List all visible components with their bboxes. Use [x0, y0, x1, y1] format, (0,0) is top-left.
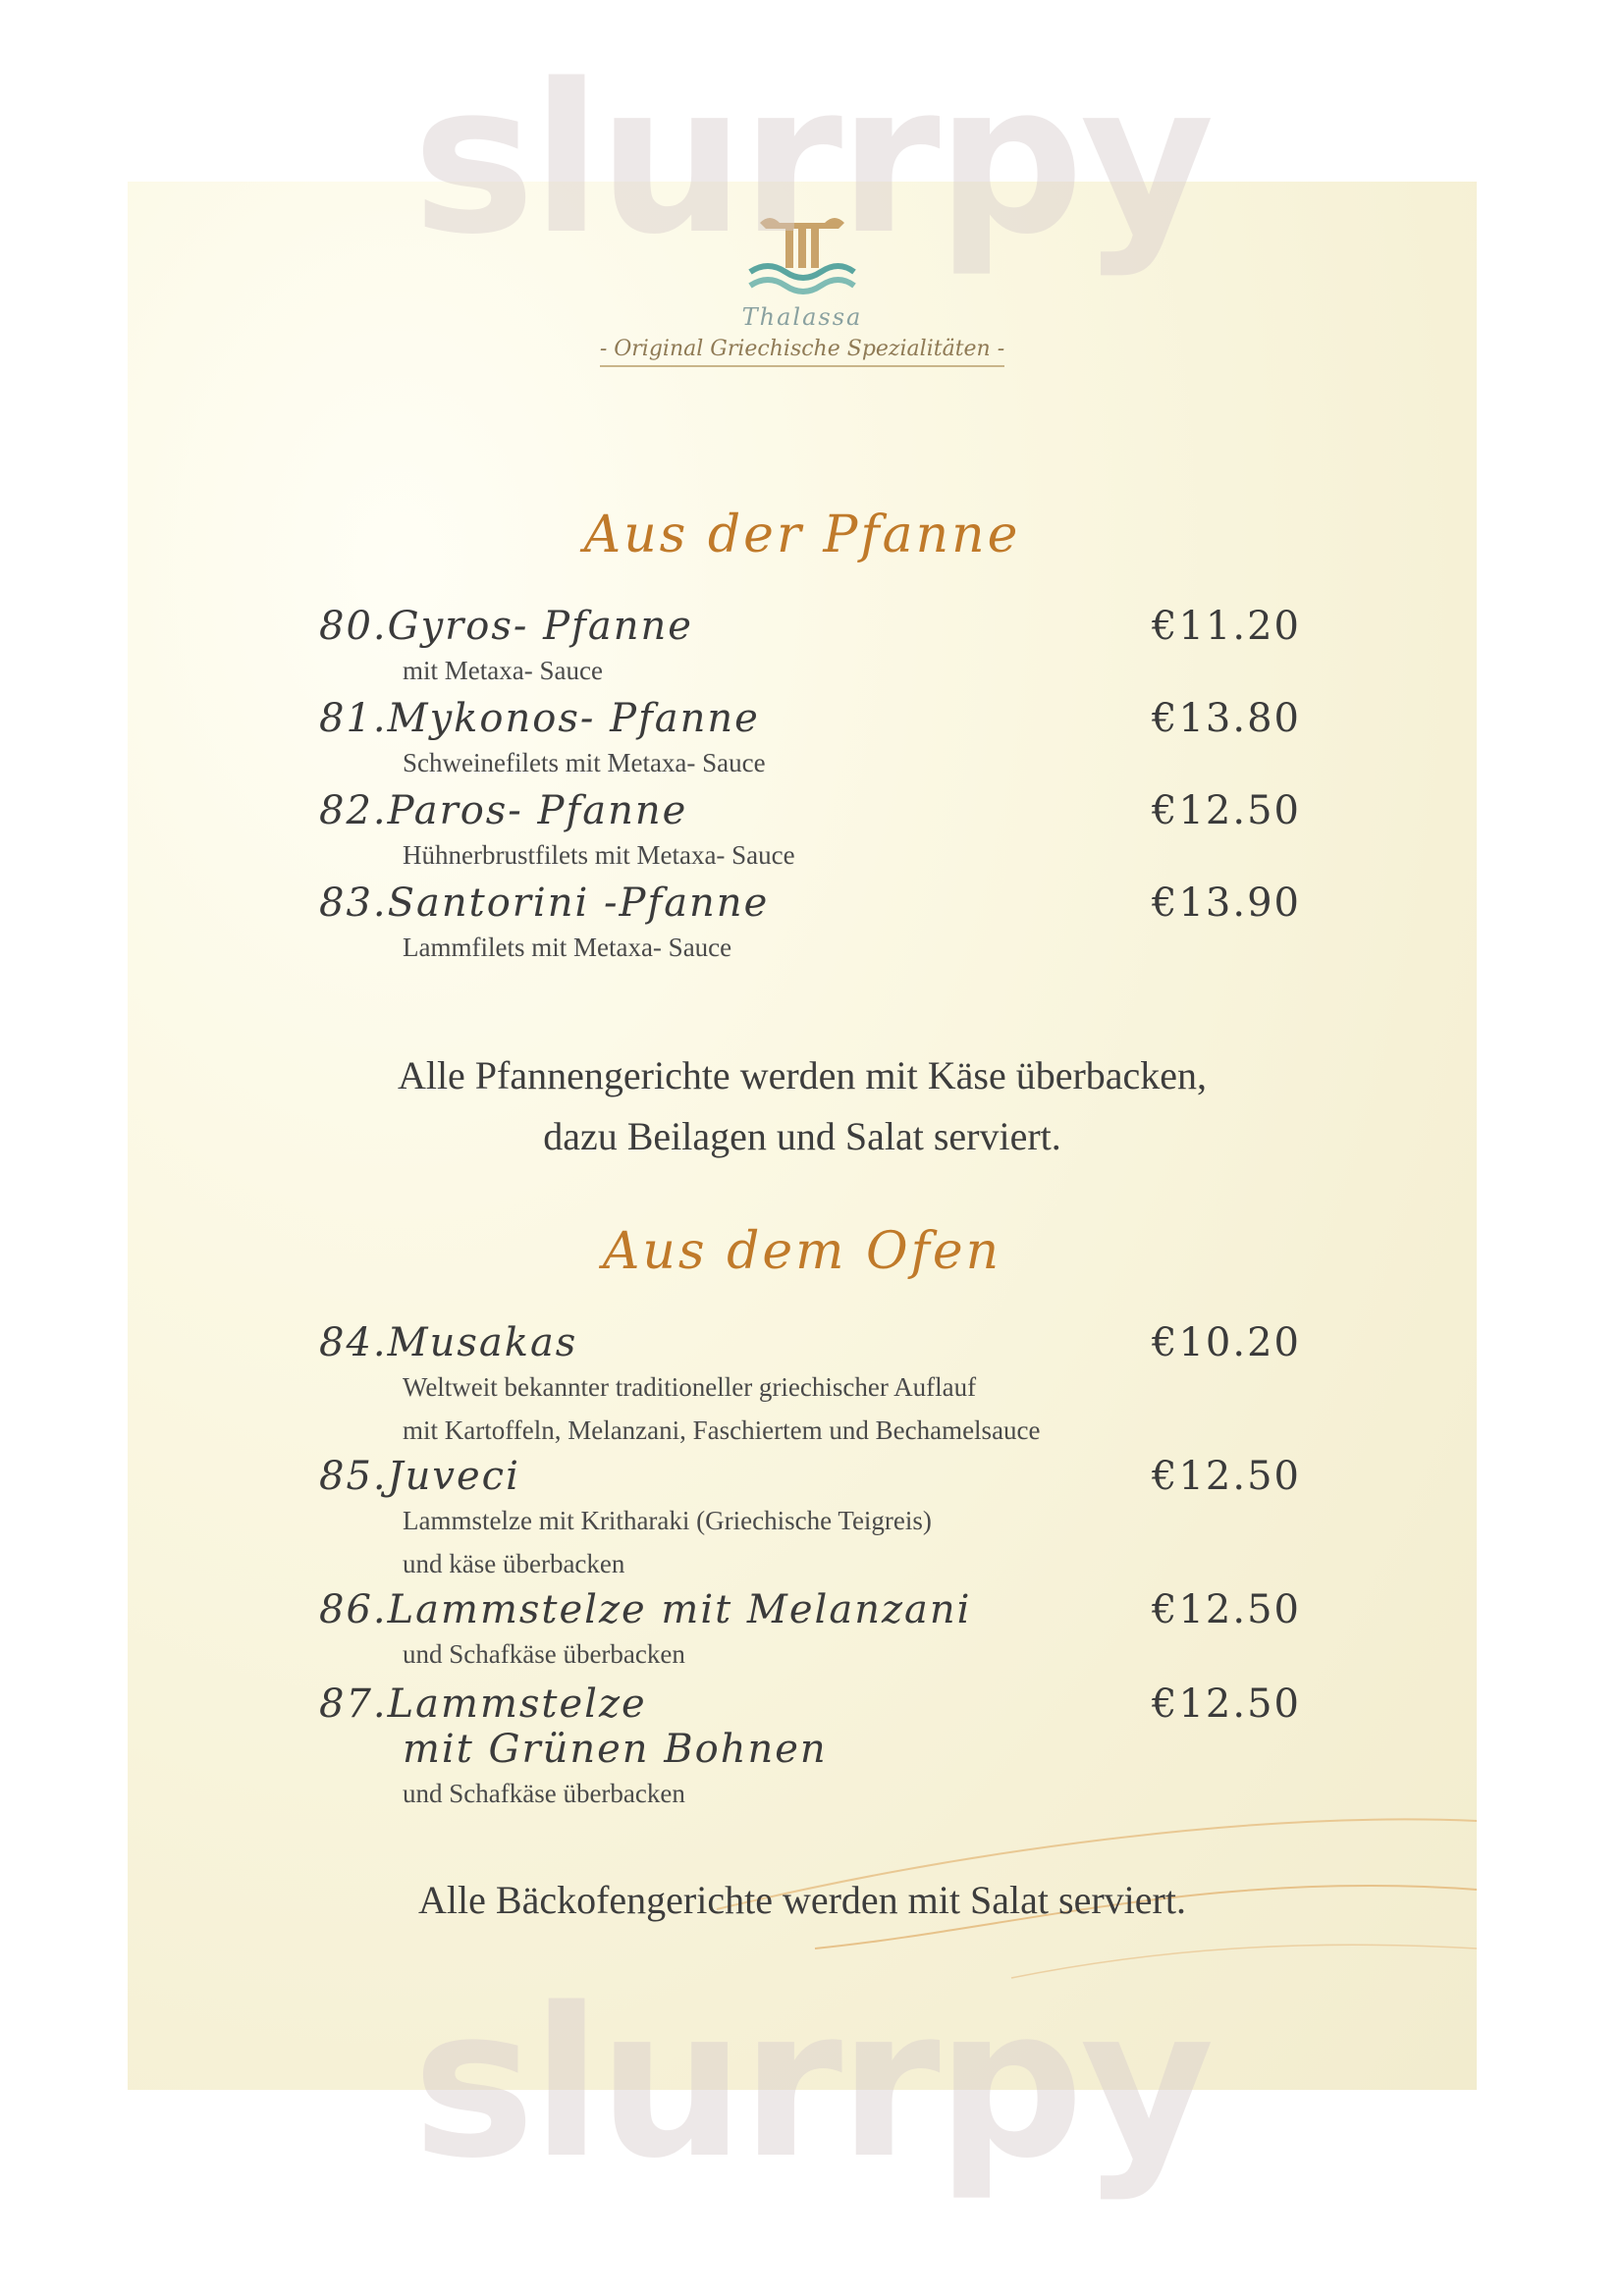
item-price: €12.50 [1152, 788, 1301, 833]
item-name: 86.Lammstelze mit Melanzani [319, 1587, 972, 1632]
item-price: €12.50 [1152, 1682, 1301, 1727]
section-note-ofen [128, 1870, 1477, 1931]
menu-page [128, 182, 1477, 2090]
watermark: slurrpy [412, 1963, 1211, 2204]
item-description: mit Kartoffeln, Melanzani, Faschiertem und Bechamelsauce [403, 1415, 1041, 1445]
column-wave-icon [748, 211, 856, 299]
item-description: Hühnerbrustfilets mit Metaxa- Sauce [403, 840, 795, 870]
note-line: Alle Pfannengerichte werden mit Käse überbacken, [397, 1053, 1208, 1097]
menu-item [319, 1320, 1301, 1452]
menu-item [319, 1587, 1301, 1676]
item-description: mit Metaxa- Sauce [403, 656, 603, 685]
menu-item [319, 1454, 1301, 1585]
item-name: 84.Musakas [319, 1320, 578, 1365]
item-name: 83.Santorini -Pfanne [319, 881, 770, 926]
section-note-pfanne [128, 1045, 1477, 1167]
menu-item [319, 881, 1301, 969]
restaurant-logo [128, 211, 1477, 367]
note-line: Alle Bäckofengerichte werden mit Salat serviert. [418, 1878, 1186, 1922]
item-description: Weltweit bekannter traditioneller griechischer Auflauf [403, 1372, 977, 1402]
note-line: dazu Beilagen und Salat serviert. [543, 1114, 1061, 1158]
watermark: slurrpy [412, 39, 1211, 280]
item-description: Schweinefilets mit Metaxa- Sauce [403, 748, 766, 777]
logo-tagline: - Original Griechische Spezialitäten - [600, 337, 1004, 367]
item-name: 85.Juveci [319, 1454, 520, 1499]
item-name-continued: mit Grünen Bohnen [403, 1727, 828, 1772]
item-price: €12.50 [1152, 1587, 1301, 1632]
logo-name: Thalassa [741, 303, 863, 331]
item-price: €11.20 [1152, 604, 1301, 649]
item-name: 82.Paros- Pfanne [319, 788, 688, 833]
section-title-ofen: Aus dem Ofen [602, 1222, 1002, 1281]
item-price: €13.80 [1152, 696, 1301, 741]
menu-item [319, 1682, 1301, 1815]
item-price: €13.90 [1152, 881, 1301, 926]
item-name: 80.Gyros- Pfanne [319, 604, 693, 649]
item-name: 81.Mykonos- Pfanne [319, 696, 760, 741]
item-description: Lammstelze mit Kritharaki (Griechische Teigreis) [403, 1506, 932, 1535]
menu-item [319, 604, 1301, 692]
item-description: und käse überbacken [403, 1549, 625, 1578]
section-title-pfanne: Aus der Pfanne [583, 506, 1021, 564]
menu-item [319, 696, 1301, 784]
item-name: 87.Lammstelze [319, 1682, 647, 1727]
item-description: und Schafkäse überbacken [403, 1639, 685, 1669]
menu-item [319, 788, 1301, 877]
item-price: €10.20 [1152, 1320, 1301, 1365]
item-description: Lammfilets mit Metaxa- Sauce [403, 933, 732, 962]
item-price: €12.50 [1152, 1454, 1301, 1499]
item-description: und Schafkäse überbacken [403, 1779, 685, 1808]
